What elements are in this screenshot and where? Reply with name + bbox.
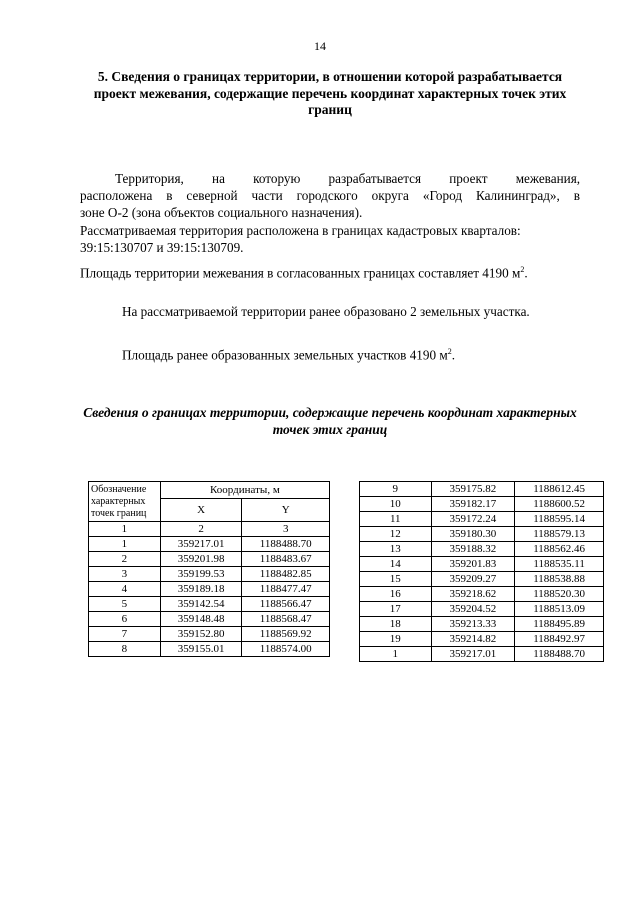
coordinates-table-left	[88, 481, 330, 657]
table-cell: 359188.32	[431, 542, 515, 557]
table-cell: 5	[89, 597, 161, 612]
table-cell: 359148.48	[160, 612, 242, 627]
table-cell: 7	[89, 627, 161, 642]
table-cell: 15	[360, 572, 432, 587]
table-row	[89, 582, 330, 597]
table-cell: 359213.33	[431, 617, 515, 632]
table-cell: 1	[360, 647, 432, 662]
table-row	[360, 632, 604, 647]
table-cell: 359218.62	[431, 587, 515, 602]
table-cell: 1188482.85	[242, 567, 330, 582]
table-row	[360, 542, 604, 557]
table-cell: 1	[89, 522, 161, 537]
table-cell: 1188535.11	[515, 557, 604, 572]
table-cell: 9	[360, 482, 432, 497]
table-cell: 3	[242, 522, 330, 537]
paragraph-territory-line2: расположена в северной части городского округа «Город Калининград», в	[80, 188, 580, 203]
table-row	[360, 617, 604, 632]
table-cell: 11	[360, 512, 432, 527]
table-cell: 3	[89, 567, 161, 582]
table-row	[360, 482, 604, 497]
table-row	[89, 567, 330, 582]
section-title: . Сведения о границах территории, в отношении которой разрабатывается проект межевания, содержащие перечень координат характерных точек этих границ	[93, 69, 567, 117]
table-cell: 359152.80	[160, 627, 242, 642]
table-row	[360, 647, 604, 662]
table-cell: 359199.53	[160, 567, 242, 582]
table-cell: 1	[89, 537, 161, 552]
table-cell: 1188600.52	[515, 497, 604, 512]
table-cell: 13	[360, 542, 432, 557]
table-cell: 1188579.13	[515, 527, 604, 542]
table-cell: 1188492.97	[515, 632, 604, 647]
paragraph-parcels-count: На рассматриваемой территории ранее образовано 2 земельных участка.	[122, 304, 530, 319]
page-number: 14	[314, 39, 326, 53]
paragraph-kadastr: Рассматриваемая территория расположена в границах кадастровых кварталов: 39:15:130707 и 39:15:130709.	[80, 223, 521, 255]
table-cell: 1188595.14	[515, 512, 604, 527]
table-cell: 359172.24	[431, 512, 515, 527]
section-number: 5	[97, 69, 105, 84]
header-coordinates: Координаты, м	[160, 482, 329, 499]
table-cell: 1188612.45	[515, 482, 604, 497]
table-cell: 14	[360, 557, 432, 572]
table-cell: 359201.83	[431, 557, 515, 572]
header-y: Y	[242, 499, 330, 522]
table-cell: 359142.54	[160, 597, 242, 612]
table-cell: 1188566.47	[242, 597, 330, 612]
table-cell: 1188569.92	[242, 627, 330, 642]
table-cell: 1188562.46	[515, 542, 604, 557]
table-row	[89, 642, 330, 657]
header-point-designation: Обозначение характерных точек границ	[89, 482, 161, 522]
table-cell: 12	[360, 527, 432, 542]
table-cell: 359182.17	[431, 497, 515, 512]
paragraph-territory-line1: Территория, на которую разрабатывается проект межевания,	[115, 171, 581, 186]
table-row	[89, 627, 330, 642]
table-cell: 1188477.47	[242, 582, 330, 597]
table-row	[89, 597, 330, 612]
table-cell: 359180.30	[431, 527, 515, 542]
table-cell: 16	[360, 587, 432, 602]
table-cell: 10	[360, 497, 432, 512]
table-row	[360, 557, 604, 572]
table-cell: 18	[360, 617, 432, 632]
table-cell: 1188538.88	[515, 572, 604, 587]
table-cell: 1188495.89	[515, 617, 604, 632]
table-cell: 17	[360, 602, 432, 617]
table-cell: 1188574.00	[242, 642, 330, 657]
paragraph-area: Площадь территории межевания в согласованных границах составляет 4190 $м^2$.	[80, 265, 528, 281]
table-row	[360, 587, 604, 602]
table-cell: 1188488.70	[242, 537, 330, 552]
table-row	[360, 602, 604, 617]
table-row	[360, 497, 604, 512]
table-cell: 359155.01	[160, 642, 242, 657]
table-cell: 2	[89, 552, 161, 567]
coordinates-subheading: Сведения о границах территории, содержащие перечень координат характерных точек этих границ	[83, 405, 577, 437]
table-cell: 2	[160, 522, 242, 537]
table-row	[360, 572, 604, 587]
table-cell: 4	[89, 582, 161, 597]
table-row	[89, 537, 330, 552]
table-cell: 359201.98	[160, 552, 242, 567]
section-heading	[80, 69, 580, 119]
table-row	[89, 552, 330, 567]
table-cell: 1188520.30	[515, 587, 604, 602]
header-x: X	[160, 499, 242, 522]
column-numbers-row	[89, 522, 330, 537]
paragraph-territory-line3: зоне О-2 (зона объектов социального назначения).	[80, 205, 363, 220]
table-cell: 359175.82	[431, 482, 515, 497]
table-cell: 359214.82	[431, 632, 515, 647]
table-row	[360, 512, 604, 527]
table-cell: 1188568.47	[242, 612, 330, 627]
table-cell: 1188513.09	[515, 602, 604, 617]
table-cell: 1188483.67	[242, 552, 330, 567]
table-cell: 6	[89, 612, 161, 627]
table-cell: 1188488.70	[515, 647, 604, 662]
table-cell: 359189.18	[160, 582, 242, 597]
coordinates-table-right	[359, 481, 604, 662]
table-cell: 19	[360, 632, 432, 647]
table-row	[360, 527, 604, 542]
table-cell: 359204.52	[431, 602, 515, 617]
paragraph-parcels-area: Площадь ранее образованных земельных участков 4190 $м^2$.	[122, 347, 456, 363]
table-cell: 359209.27	[431, 572, 515, 587]
table-cell: 359217.01	[431, 647, 515, 662]
table-row	[89, 612, 330, 627]
table-cell: 8	[89, 642, 161, 657]
table-cell: 359217.01	[160, 537, 242, 552]
